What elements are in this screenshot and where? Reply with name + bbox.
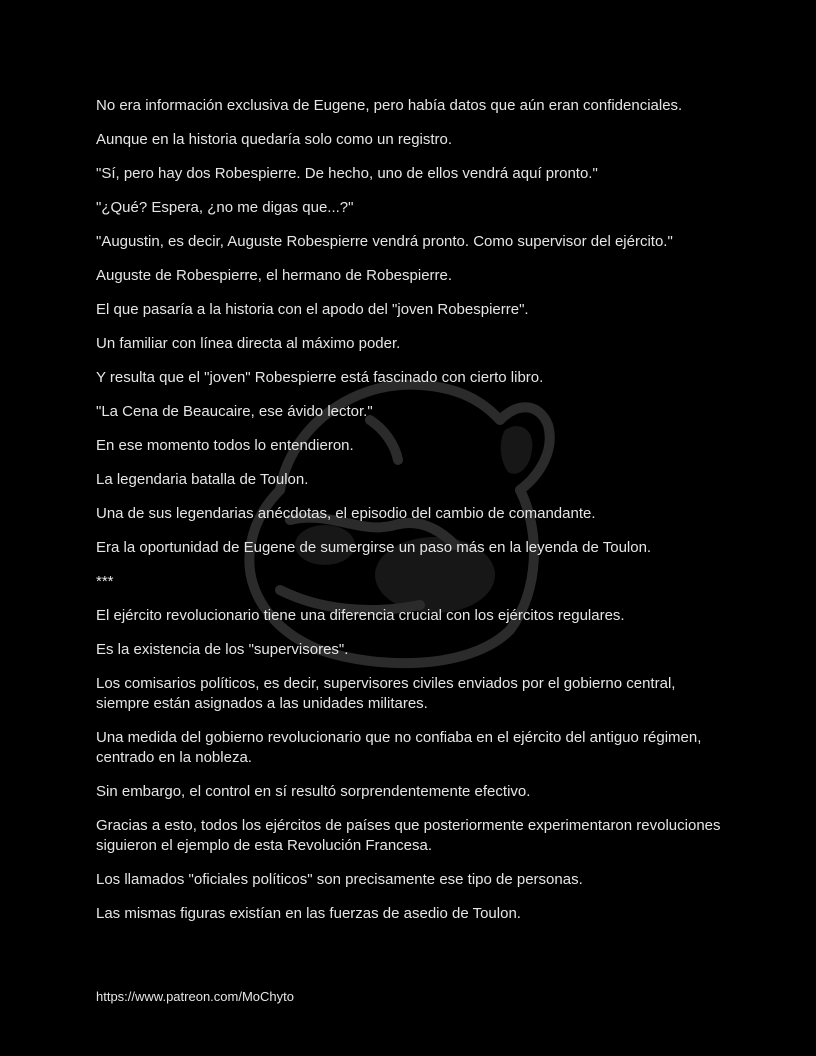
paragraph: Auguste de Robespierre, el hermano de Robespierre.	[96, 267, 453, 284]
document-body	[96, 96, 722, 938]
paragraph: Era la oportunidad de Eugene de sumergirse un paso más en la leyenda de Toulon.	[96, 539, 652, 556]
scene-break: ***	[96, 573, 114, 590]
paragraph: El que pasaría a la historia con el apodo del "joven Robespierre".	[96, 301, 529, 318]
paragraph: Una medida del gobierno revolucionario que no confiaba en el ejército del antiguo régimen, centrado en la nobleza.	[96, 729, 702, 766]
paragraph: Los comisarios políticos, es decir, supervisores civiles enviados por el gobierno central, siempre están asignados a las unidades militares.	[96, 675, 676, 712]
footer-link[interactable]: https://www.patreon.com/MoChyto	[96, 989, 294, 1004]
paragraph: En ese momento todos lo entendieron.	[96, 437, 354, 454]
paragraph: Las mismas figuras existían en las fuerzas de asedio de Toulon.	[96, 905, 521, 922]
paragraph: "Augustin, es decir, Auguste Robespierre vendrá pronto. Como supervisor del ejército."	[96, 233, 673, 250]
paragraph: Y resulta que el "joven" Robespierre está fascinado con cierto libro.	[96, 369, 544, 386]
paragraph: Un familiar con línea directa al máximo poder.	[96, 335, 401, 352]
paragraph: Es la existencia de los "supervisores".	[96, 641, 349, 658]
paragraph: El ejército revolucionario tiene una diferencia crucial con los ejércitos regulares.	[96, 607, 625, 624]
paragraph: "La Cena de Beaucaire, ese ávido lector."	[96, 403, 373, 420]
paragraph: Sin embargo, el control en sí resultó sorprendentemente efectivo.	[96, 783, 531, 800]
paragraph: Los llamados "oficiales políticos" son precisamente ese tipo de personas.	[96, 871, 583, 888]
paragraph: Gracias a esto, todos los ejércitos de países que posteriormente experimentaron revoluciones siguieron el ejemplo de esta Revolución Francesa.	[96, 817, 721, 854]
paragraph: Una de sus legendarias anécdotas, el episodio del cambio de comandante.	[96, 505, 596, 522]
paragraph: No era información exclusiva de Eugene, pero había datos que aún eran confidenciales.	[96, 97, 683, 114]
paragraph: La legendaria batalla de Toulon.	[96, 471, 309, 488]
paragraph: "¿Qué? Espera, ¿no me digas que...?"	[96, 199, 354, 216]
paragraph: Aunque en la historia quedaría solo como un registro.	[96, 131, 453, 148]
paragraph: "Sí, pero hay dos Robespierre. De hecho, uno de ellos vendrá aquí pronto."	[96, 165, 598, 182]
